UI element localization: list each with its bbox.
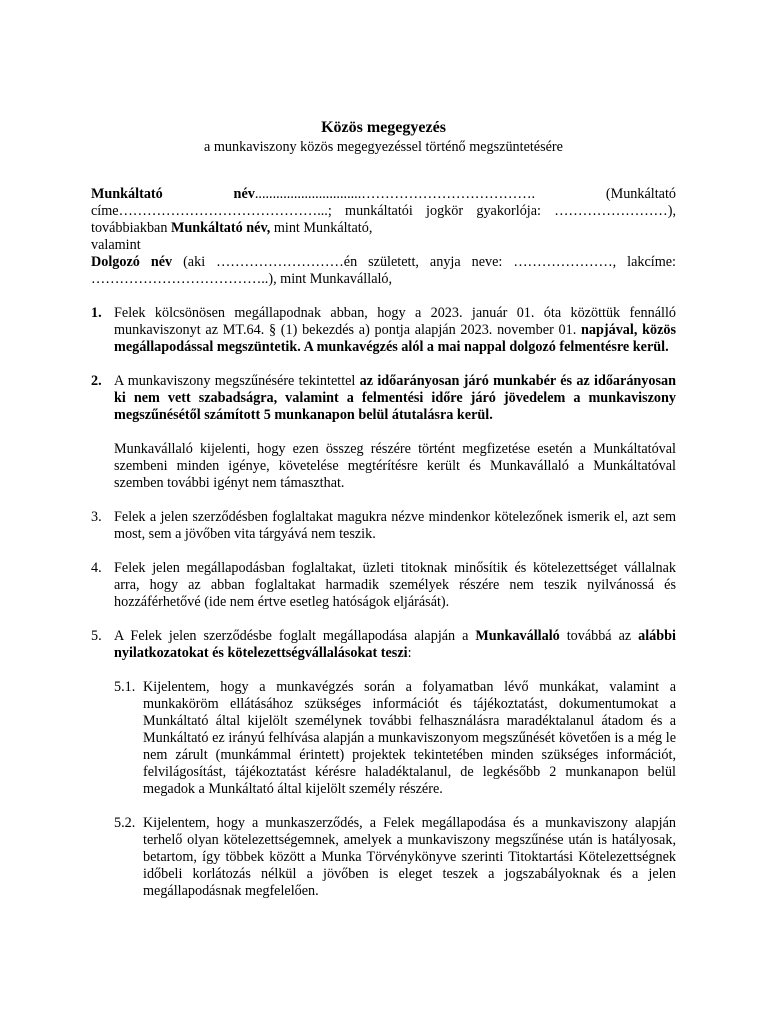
clause-2	[91, 373, 676, 492]
clause-number: 1.	[91, 305, 102, 321]
subclause-number: 5.2.	[114, 815, 136, 831]
employer-short-name: Munkáltató név,	[170, 220, 271, 236]
employer-label: Munkáltató név	[91, 186, 255, 202]
clause-5-text-b: továbbá az	[559, 628, 639, 644]
clause-1	[91, 305, 676, 356]
clause-5	[91, 628, 676, 662]
clause-number: 4.	[91, 560, 102, 576]
subclause-5-1	[114, 679, 676, 798]
clause-2-paragraph-2: Munkavállaló kijelenti, hogy ezen összeg részére történt megfizetése esetén a Munkáltatóval szembeni minden igénye, követelése megtérítésre került és Munkavállaló a Munkáltatóval szemben további igényt nem támaszthat.	[114, 441, 676, 491]
employee-label: Dolgozó név	[91, 254, 173, 270]
and-text: valamint	[91, 237, 141, 253]
subclause-5-2-text: Kijelentem, hogy a munkaszerződés, a Felek megállapodása és a munkaviszony alapján terhelő olyan kötelezettségemnek, amelyek a munkaviszony megszűnése után is hatályosak, betartom, így többek között a Munka Törvénykönyve szerinti Titoktartási Kötelezettségnek időbeli korlátozás nélkül a jövőben is eleget teszek a jogszabályoknak és a jelen megállapodásnak megfelelően.	[143, 815, 676, 899]
employee-details: (aki ………………………én született, anyja neve: …………………, lakcíme: ………………………………..), mint Munkavállaló,	[91, 254, 676, 287]
document-page	[91, 118, 676, 900]
clause-text	[114, 373, 676, 492]
employee-paragraph	[91, 254, 676, 288]
clause-1-bold: napjával, közös megállapodással megszüntetik. A munkavégzés alól a mai nappal dolgozó felmentésre kerül.	[114, 322, 676, 355]
clause-3	[91, 509, 676, 543]
clause-2-bold: az időarányosan járó munkabér és az időarányosan ki nem vett szabadságra, valamint a felmentési időre járó jövedelem a munkaviszony megszűnésétől számított 5 munkanapon belül átutalásra kerül.	[114, 373, 677, 423]
clause-5-bold-employee: Munkavállaló	[475, 628, 560, 644]
clause-4	[91, 560, 676, 611]
subclause-5-2	[114, 815, 676, 900]
clause-5-colon: :	[407, 645, 412, 661]
clause-4-text: Felek jelen megállapodásban foglaltakat, üzleti titoknak minősítik és kötelezettséget vállalnak arra, hogy az abban foglaltakat harmadik személyek részére nem teszik nyilvánossá és hozzáférhetővé (ide nem értve esetleg hatóságok eljárását).	[114, 560, 676, 610]
clause-2-text: A munkaviszony megszűnésére tekintettel	[114, 373, 360, 389]
parties-section	[91, 186, 676, 288]
clause-3-text: Felek a jelen szerződésben foglaltakat magukra nézve mindenkor kötelezőnek ismerik el, azt sem most, sem a jövőben vita tárgyává nem teszik.	[114, 509, 676, 542]
employer-details: ..............................………………………………. (Munkáltató címe……………………………………...; munkáltatói jogkör gyakorlója: ……………………), továbbiakban	[91, 186, 677, 236]
document-subtitle: a munkaviszony közös megegyezéssel történő megszüntetésére	[204, 139, 563, 155]
clause-2-paragraph-1	[114, 373, 676, 424]
clause-number: 2.	[91, 373, 102, 389]
subclause-number: 5.1.	[114, 679, 136, 695]
clause-number: 5.	[91, 628, 102, 644]
employer-paragraph	[91, 186, 676, 237]
clause-text	[114, 305, 676, 356]
clause-5-bold-statements: alábbi nyilatkozatokat és kötelezettségvállalásokat teszi	[114, 628, 676, 661]
clause-text	[114, 628, 676, 662]
clause-number: 3.	[91, 509, 102, 525]
clause-1-text: Felek kölcsönösen megállapodnak abban, hogy a 2023. január 01. óta közöttük fennálló munkaviszonyt az MT.64. § (1) bekezdés a) pontja alapján 2023. november 01.	[114, 305, 676, 338]
clause-5-text: A Felek jelen szerződésbe foglalt megállapodása alapján a	[114, 628, 476, 644]
subclause-5-1-text: Kijelentem, hogy a munkavégzés során a folyamatban lévő munkákat, valamint a munkaköröm ellátásához szükséges információt és tájékoztatást, dokumentumokat a Munkáltató által kijelölt személynek további felhasználásra maradéktalanul átadom és a Munkáltató ez irányú felhívása alapján a munkaviszonyom megszűnését követően is a még le nem zárult (munkámmal érintett) projektek tekintetében minden szükséges információt, felvilágosítást, tájékoztatást kérésre haladéktalanul, de legkésőbb 2 munkanapon belül megadok a Munkáltató által kijelölt személy részére.	[143, 679, 676, 797]
employer-role: mint Munkáltató,	[270, 220, 373, 236]
document-title: Közös megegyezés	[321, 119, 446, 136]
